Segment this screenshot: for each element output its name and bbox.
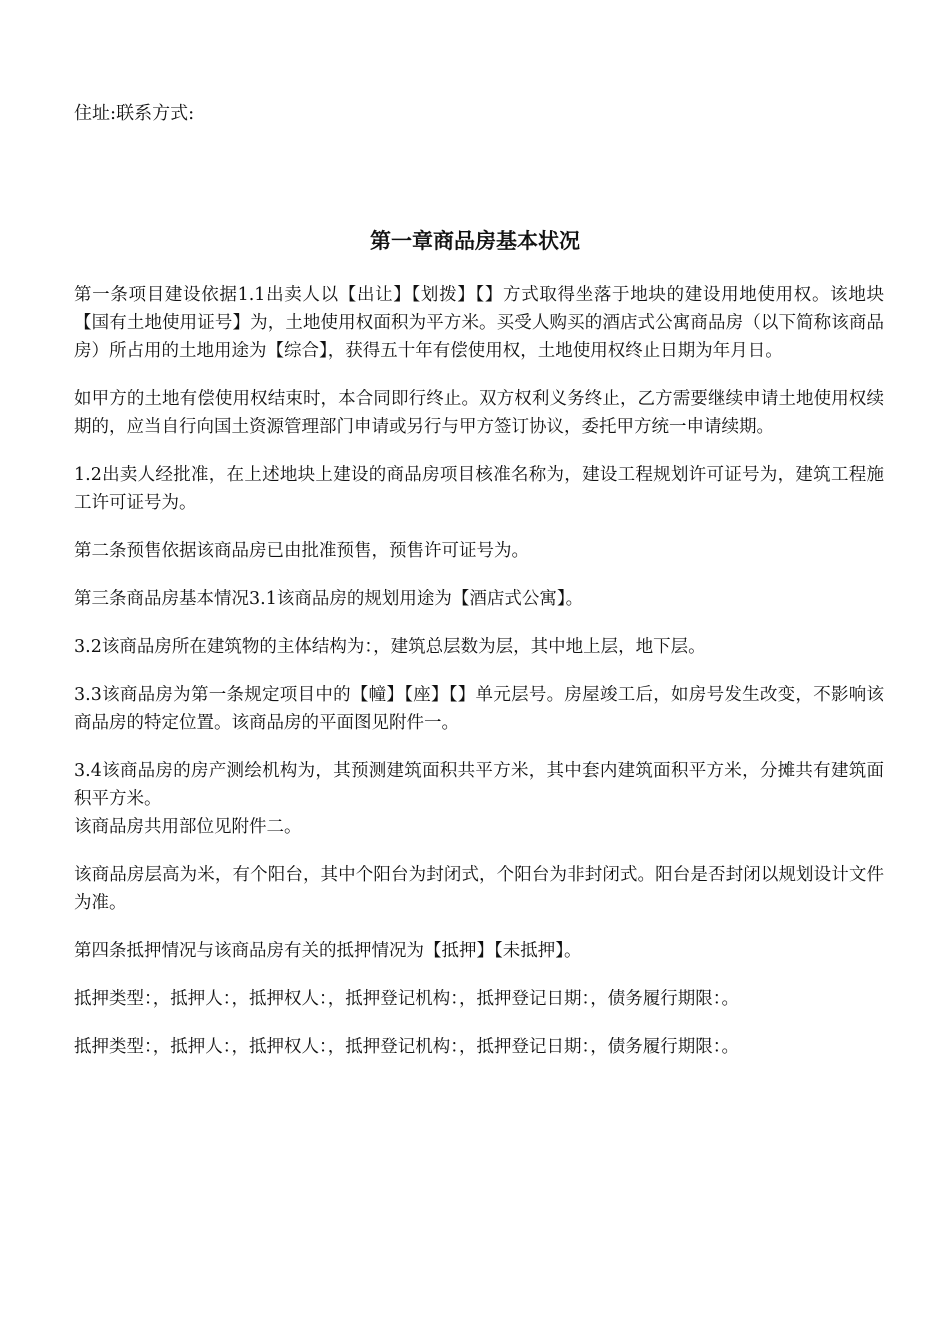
paragraph-article-2: 第二条预售依据该商品房已由批准预售，预售许可证号为。 bbox=[74, 541, 529, 561]
paragraph-article-3: 第三条商品房基本情况3.1该商品房的规划用途为【酒店式公寓】。 bbox=[74, 589, 584, 609]
paragraph-mortgage-2: 抵押类型：，抵押人：，抵押权人：，抵押登记机构：，抵押登记日期：，债务履行期限：。 bbox=[74, 1037, 739, 1057]
address-contact-line: 住址:联系方式: bbox=[74, 103, 195, 124]
paragraph-shared-parts: 该商品房共用部位见附件二。 bbox=[74, 817, 302, 837]
paragraph-1-2: 1.2出卖人经批准，在上述地块上建设的商品房项目核准名称为，建设工程规划许可证号为，建筑工程施工许可证号为。 bbox=[74, 465, 884, 513]
paragraph-3-2: 3.2该商品房所在建筑物的主体结构为：，建筑总层数为层，其中地上层，地下层。 bbox=[74, 637, 706, 657]
paragraph-3-3: 3.3该商品房为第一条规定项目中的【幢】【座】【】单元层号。房屋竣工后，如房号发生改变，不影响该商品房的特定位置。该商品房的平面图见附件一。 bbox=[74, 685, 884, 733]
paragraph-article-1: 第一条项目建设依据1.1出卖人以【出让】【划拨】【】方式取得坐落于地块的建设用地使用权。该地块【国有土地使用证号】为，土地使用权面积为平方米。买受人购买的酒店式公寓商品房（以下简称该商品房）所占用的土地用途为【综合】，获得五十年有偿使用权，土地使用权终止日期为年月日。 bbox=[74, 285, 884, 361]
paragraph-land-use-termination: 如甲方的土地有偿使用权结束时，本合同即行终止。双方权利义务终止，乙方需要继续申请土地使用权续期的，应当自行向国土资源管理部门申请或另行与甲方签订协议，委托甲方统一申请续期。 bbox=[74, 389, 884, 437]
paragraph-balcony: 该商品房层高为米，有个阳台，其中个阳台为封闭式，个阳台为非封闭式。阳台是否封闭以规划设计文件为准。 bbox=[74, 865, 884, 913]
paragraph-mortgage-1: 抵押类型：，抵押人：，抵押权人：，抵押登记机构：，抵押登记日期：，债务履行期限：。 bbox=[74, 989, 739, 1009]
chapter-title: 第一章商品房基本状况 bbox=[370, 229, 580, 253]
paragraph-article-4: 第四条抵押情况与该商品房有关的抵押情况为【抵押】【未抵押】。 bbox=[74, 941, 582, 961]
document-body bbox=[74, 281, 884, 1081]
paragraph-3-4: 3.4该商品房的房产测绘机构为，其预测建筑面积共平方米，其中套内建筑面积平方米，分摊共有建筑面积平方米。 bbox=[74, 761, 884, 809]
